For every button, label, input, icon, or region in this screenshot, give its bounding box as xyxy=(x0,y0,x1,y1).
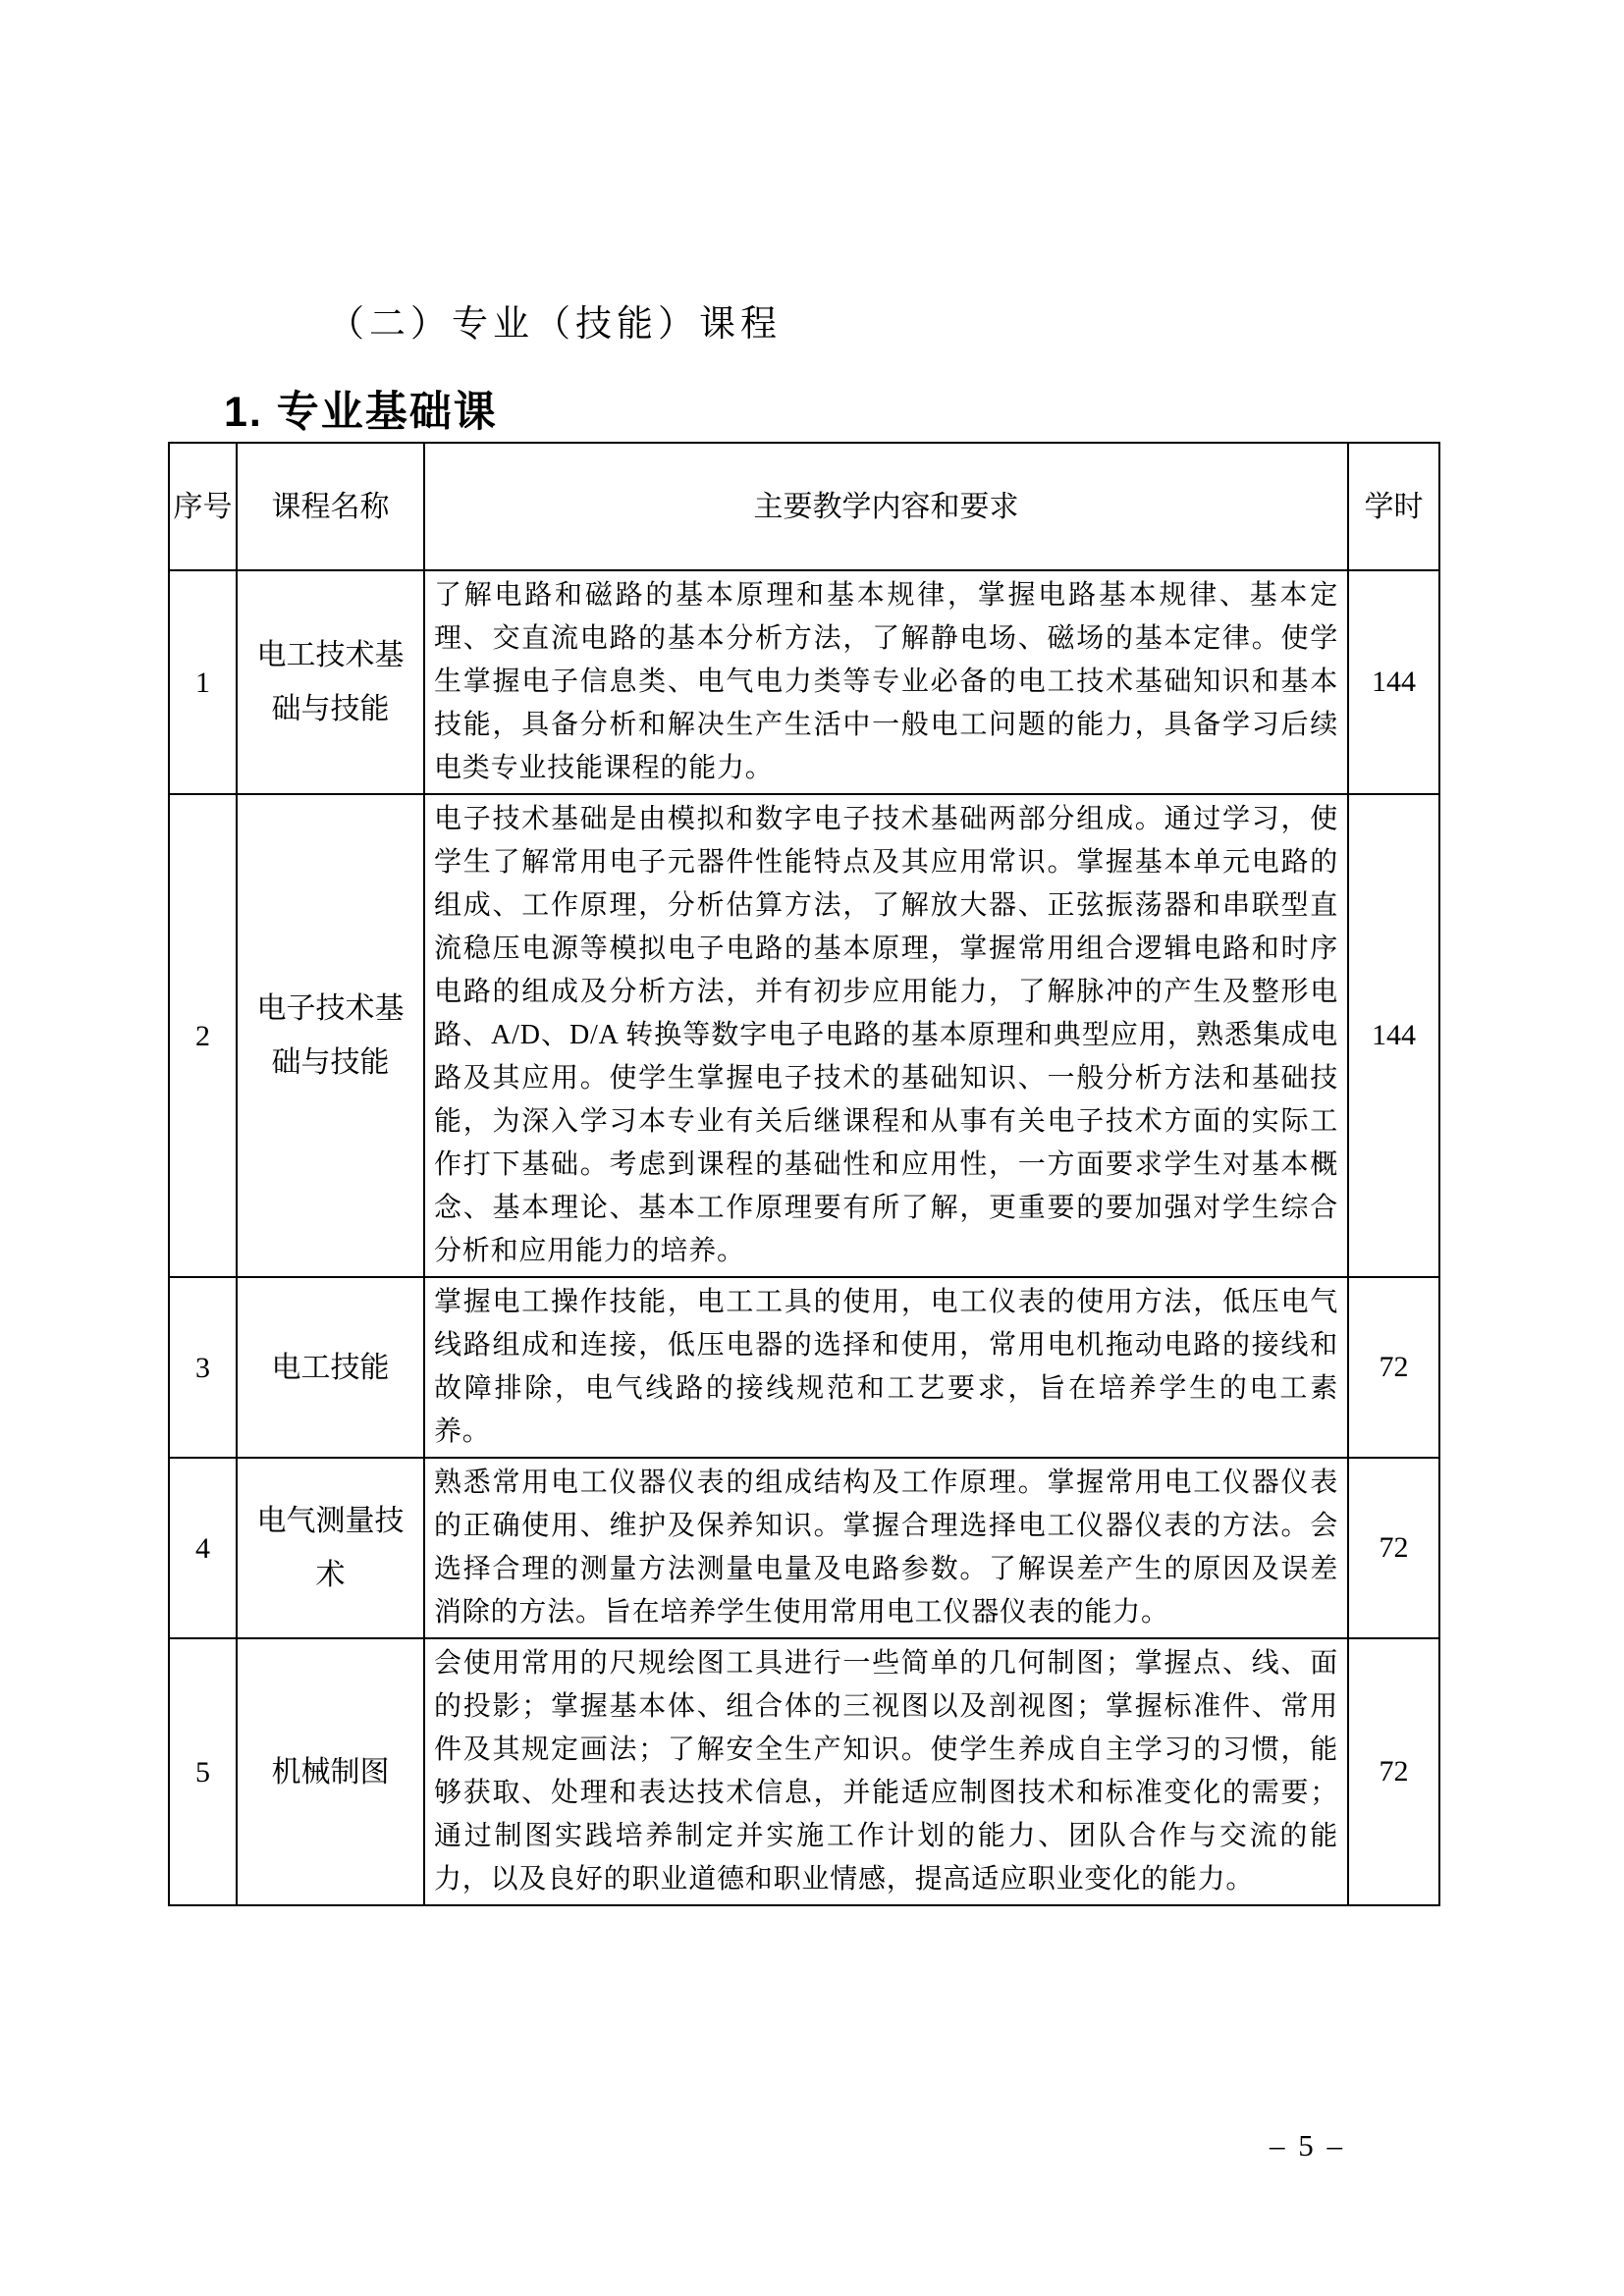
course-hours-cell: 72 xyxy=(1348,1458,1439,1638)
course-content-cell: 会使用常用的尺规绘图工具进行一些简单的几何制图；掌握点、线、面的投影；掌握基本体、组合体的三视图以及剖视图；掌握标准件、常用件及其规定画法；了解安全生产知识。使学生养成自主学习的习惯，能够获取、处理和表达技术信息，并能适应制图技术和标准变化的需要；通过制图实践培养制定并实施工作计划的能力、团队合作与交流的能力，以及良好的职业道德和职业情感，提高适应职业变化的能力。 xyxy=(424,1638,1348,1905)
table-row xyxy=(169,794,1439,1277)
course-name-cell: 机械制图 xyxy=(237,1638,424,1905)
row-index-cell: 4 xyxy=(169,1458,237,1638)
course-content-cell: 了解电路和磁路的基本原理和基本规律，掌握电路基本规律、基本定理、交直流电路的基本分析方法，了解静电场、磁场的基本定律。使学生掌握电子信息类、电气电力类等专业必备的电工技术基础知识和基本技能，具备分析和解决生产生活中一般电工问题的能力，具备学习后续电类专业技能课程的能力。 xyxy=(424,570,1348,794)
course-hours-cell: 72 xyxy=(1348,1638,1439,1905)
row-index-cell: 3 xyxy=(169,1277,237,1458)
course-name-cell: 电工技能 xyxy=(237,1277,424,1458)
row-index-cell: 2 xyxy=(169,794,237,1277)
course-content-cell: 电子技术基础是由模拟和数字电子技术基础两部分组成。通过学习，使学生了解常用电子元器件性能特点及其应用常识。掌握基本单元电路的组成、工作原理，分析估算方法，了解放大器、正弦振荡器和串联型直流稳压电源等模拟电子电路的基本原理，掌握常用组合逻辑电路和时序电路的组成及分析方法，并有初步应用能力，了解脉冲的产生及整形电路、A/D、D/A 转换等数字电子电路的基本原理和典型应用，熟悉集成电路及其应用。使学生掌握电子技术的基础知识、一般分析方法和基础技能，为深入学习本专业有关后继课程和从事有关电子技术方面的实际工作打下基础。考虑到课程的基础性和应用性，一方面要求学生对基本概念、基本理论、基本工作原理要有所了解，更重要的要加强对学生综合分析和应用能力的培养。 xyxy=(424,794,1348,1277)
table-row xyxy=(169,1638,1439,1905)
course-name-cell: 电子技术基础与技能 xyxy=(237,794,424,1277)
table-header-row xyxy=(169,443,1439,570)
page-number: – 5 – xyxy=(1270,2128,1345,2163)
section-heading: （二）专业（技能）课程 xyxy=(328,304,782,345)
course-hours-cell: 72 xyxy=(1348,1277,1439,1458)
subsection-heading: 1. 专业基础课 xyxy=(224,389,498,436)
header-cell-index: 序号 xyxy=(169,443,237,570)
header-cell-content: 主要教学内容和要求 xyxy=(424,443,1348,570)
table-row xyxy=(169,570,1439,794)
row-index-cell: 5 xyxy=(169,1638,237,1905)
row-index-cell: 1 xyxy=(169,570,237,794)
course-hours-cell: 144 xyxy=(1348,794,1439,1277)
table-row xyxy=(169,1458,1439,1638)
course-content-cell: 掌握电工操作技能，电工工具的使用，电工仪表的使用方法，低压电气线路组成和连接，低压电器的选择和使用，常用电机拖动电路的接线和故障排除，电气线路的接线规范和工艺要求，旨在培养学生的电工素养。 xyxy=(424,1277,1348,1458)
course-name-cell: 电工技术基础与技能 xyxy=(237,570,424,794)
table-row xyxy=(169,1277,1439,1458)
course-table xyxy=(168,442,1440,1906)
course-hours-cell: 144 xyxy=(1348,570,1439,794)
course-content-cell: 熟悉常用电工仪器仪表的组成结构及工作原理。掌握常用电工仪器仪表的正确使用、维护及保养知识。掌握合理选择电工仪器仪表的方法。会选择合理的测量方法测量电量及电路参数。了解误差产生的原因及误差消除的方法。旨在培养学生使用常用电工仪器仪表的能力。 xyxy=(424,1458,1348,1638)
header-cell-course: 课程名称 xyxy=(237,443,424,570)
header-cell-hours: 学时 xyxy=(1348,443,1439,570)
course-name-cell: 电气测量技术 xyxy=(237,1458,424,1638)
